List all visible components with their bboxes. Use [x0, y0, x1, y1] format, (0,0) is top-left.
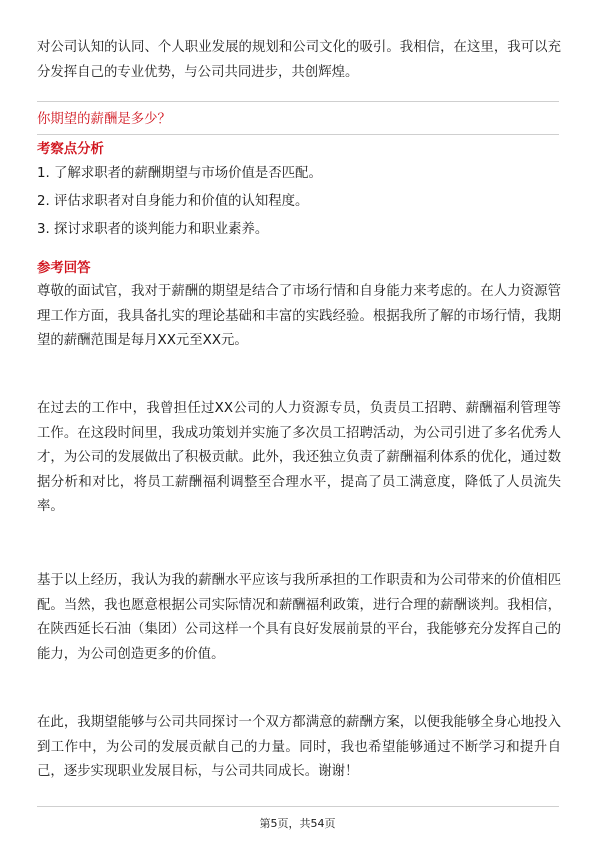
question-title: 你期望的薪酬是多少？ [37, 112, 171, 127]
section-divider-bottom [37, 134, 559, 135]
analysis-list [37, 164, 561, 248]
analysis-item: 2. 评估求职者对自身能力和价值的认知程度。 [37, 194, 309, 209]
analysis-heading: 考察点分析 [37, 142, 104, 157]
answer-paragraph-1: 尊敬的面试官，我对于薪酬的期望是结合了市场行情和自身能力来考虑的。在人力资源管理工作方面，我具备扎实的理论基础和丰富的实践经验。根据我所了解的市场行情，我期望的薪酬范围是每月XX元至XX元。 [37, 284, 561, 348]
page-number: 第5页，共54页 [259, 817, 336, 830]
answer-heading: 参考回答 [37, 261, 91, 276]
section-divider-top [37, 101, 559, 102]
answer-paragraph-2: 在过去的工作中，我曾担任过XX公司的人力资源专员，负责员工招聘、薪酬福利管理等工作。在这段时间里，我成功策划并实施了多次员工招聘活动，为公司引进了多名优秀人才，为公司的发展做出了积极贡献。此外，我还独立负责了薪酬福利体系的优化，通过数据分析和对比，将员工薪酬福利调整至合理水平，提高了员工满意度，降低了人员流失率。 [37, 401, 561, 514]
answer-paragraph-4: 在此，我期望能够与公司共同探讨一个双方都满意的薪酬方案，以便我能够全身心地投入到工作中，为公司的发展贡献自己的力量。同时，我也希望能够通过不断学习和提升自己，逐步实现职业发展目标，与公司共同成长。谢谢！ [37, 715, 561, 779]
footer-divider [37, 806, 559, 807]
analysis-item: 1. 了解求职者的薪酬期望与市场价值是否匹配。 [37, 166, 322, 181]
intro-paragraph: 对公司认知的认同、个人职业发展的规划和公司文化的吸引。我相信，在这里，我可以充分发挥自己的专业优势，与公司共同进步，共创辉煌。 [37, 40, 561, 80]
analysis-item: 3. 探讨求职者的谈判能力和职业素养。 [37, 222, 269, 237]
answer-paragraph-3: 基于以上经历，我认为我的薪酬水平应该与我所承担的工作职责和为公司带来的价值相匹配。当然，我也愿意根据公司实际情况和薪酬福利政策，进行合理的薪酬谈判。我相信，在陕西延长石油（集团）公司这样一个具有良好发展前景的平台，我能够充分发挥自己的能力，为公司创造更多的价值。 [37, 573, 561, 662]
